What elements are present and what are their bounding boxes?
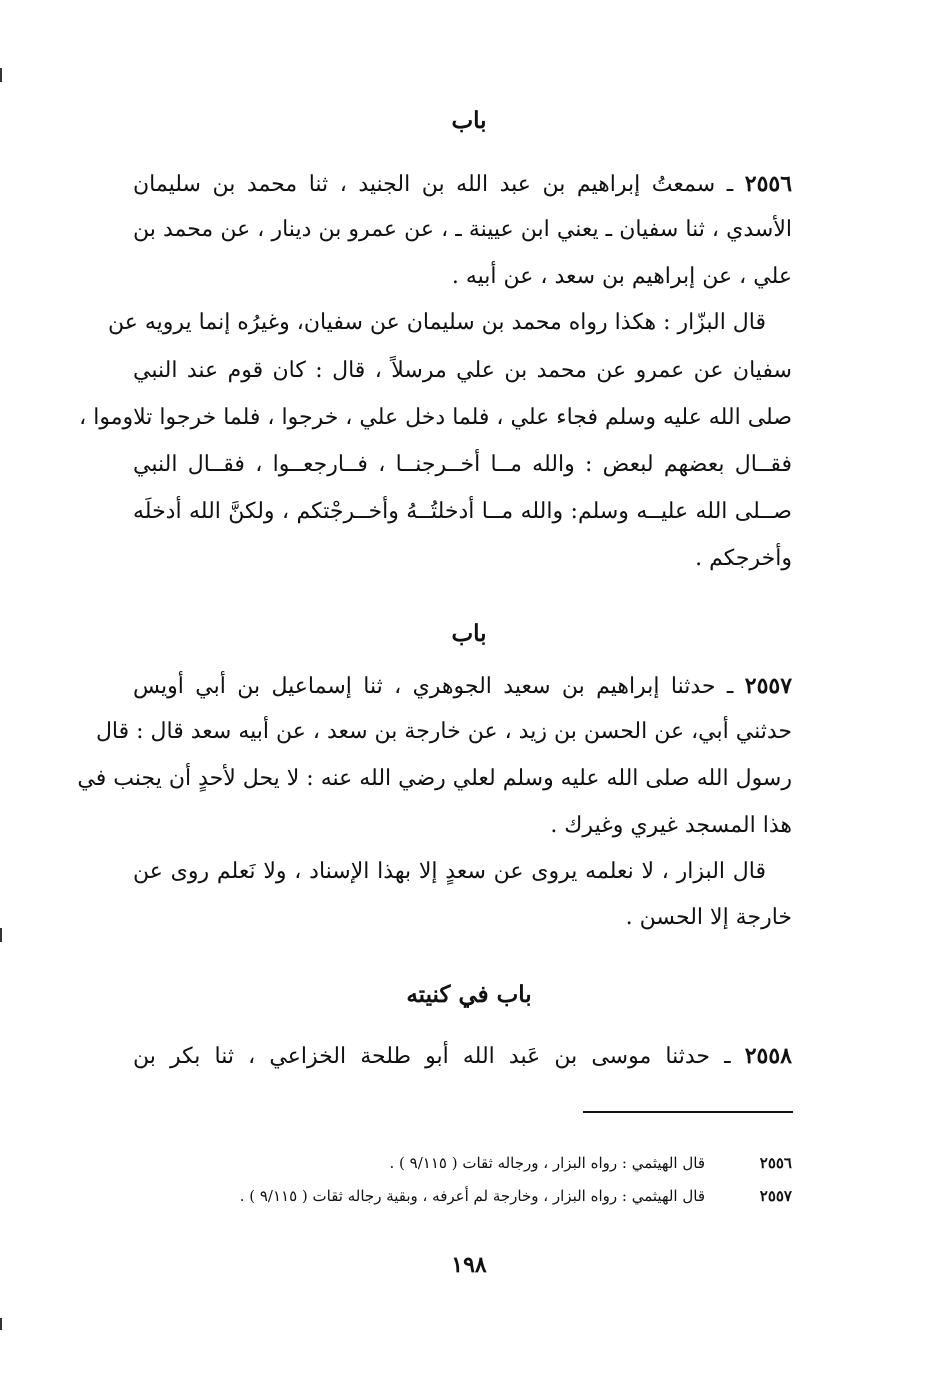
dash: ـ [726,674,734,699]
scan-edge-mark [0,928,2,942]
hadith-2556-line-2: الأسدي ، ثنا سفيان ـ يعني ابن عيينة ـ ، عن عمرو بن دينار ، عن محمد بن [133,217,792,242]
dash: ـ [724,1044,731,1069]
commentary-2557-line-2: خارجة إلا الحسن . [625,905,792,930]
hadith-2558-line-1 [133,1041,792,1072]
hadith-2556-line-1 [133,169,792,200]
commentary-2556-line-1: قال البزّار : هكذا رواه محمد بن سليمان عن سفيان، وغيرُه إنما يرويه عن [107,310,766,335]
section-heading-3: باب في كنيته [406,981,532,1008]
hadith-2557-line-1 [133,671,792,702]
scan-edge-mark [0,1318,2,1330]
commentary-2556-line-4: فقــال بعضهم لبعض : والله مــا أخــرجنــا ، فــارجعــوا ، فقــال النبي [133,452,792,477]
hadith-text: حدثنا إبراهيم بن سعيد الجوهري ، ثنا إسماعيل بن أبي أويس [133,674,716,699]
hadith-number-2558: ٢٥٥٨ [744,1043,792,1069]
hadith-2557-line-4: هذا المسجد غيري وغيرك . [550,813,792,838]
commentary-2556-line-3: صلى الله عليه وسلم فجاء علي ، فلما دخل علي ، خرجوا ، فلما خرجوا تلاوموا ، [79,405,792,430]
footnote-number-2556: ٢٥٥٦ [759,1154,792,1172]
commentary-2557-line-1: قال البزار ، لا نعلمه يروى عن سعدٍ إلا بهذا الإسناد ، ولا نَعلم روى عن [133,859,766,884]
commentary-2556-line-5: صــلى الله عليــه وسلم: والله مــا أدخلتُــهُ وأخــرجْتكم ، ولكنَّ الله أدخلَه [133,499,792,524]
section-heading-1: باب [451,107,487,134]
section-heading-2: باب [451,620,487,647]
hadith-text: سمعتُ إبراهيم بن عبد الله بن الجنيد ، ثنا محمد بن سليمان [133,172,716,197]
footnote-text-2557: قال الهيثمي : رواه البزار ، وخارجة لم أعرفه ، وبقية رجاله ثقات ( ٩/١١٥ ) . [239,1187,705,1205]
dash: ـ [726,172,734,197]
page-number: ١٩٨ [451,1252,487,1278]
footnote-text-2556: قال الهيثمي : رواه البزار ، ورجاله ثقات ( ٩/١١٥ ) . [389,1154,705,1172]
hadith-text: حدثنا موسى بن عَبد الله أبو طلحة الخزاعي ، ثنا بكر بن [133,1044,710,1069]
hadith-number-2557: ٢٥٥٧ [744,673,793,699]
hadith-2557-line-2: حدثني أبي، عن الحسن بن زيد ، عن خارجة بن سعد ، عن أبيه سعد قال : قال [95,719,792,744]
hadith-2556-line-3: علي ، عن إبراهيم بن سعد ، عن أبيه . [451,264,792,289]
footnote-separator [583,1111,793,1113]
footnote-number-2557: ٢٥٥٧ [759,1187,792,1205]
scan-edge-mark [0,68,2,82]
commentary-2556-line-2: سفيان عن عمرو عن محمد بن علي مرسلاً ، قال : كان قوم عند النبي [133,358,792,383]
hadith-2557-line-3: رسول الله صلى الله عليه وسلم لعلي رضي الله عنه : لا يحل لأحدٍ أن يجنب في [77,766,792,791]
commentary-2556-line-6: وأخرجكم . [695,546,792,571]
hadith-number-2556: ٢٥٥٦ [744,171,793,197]
